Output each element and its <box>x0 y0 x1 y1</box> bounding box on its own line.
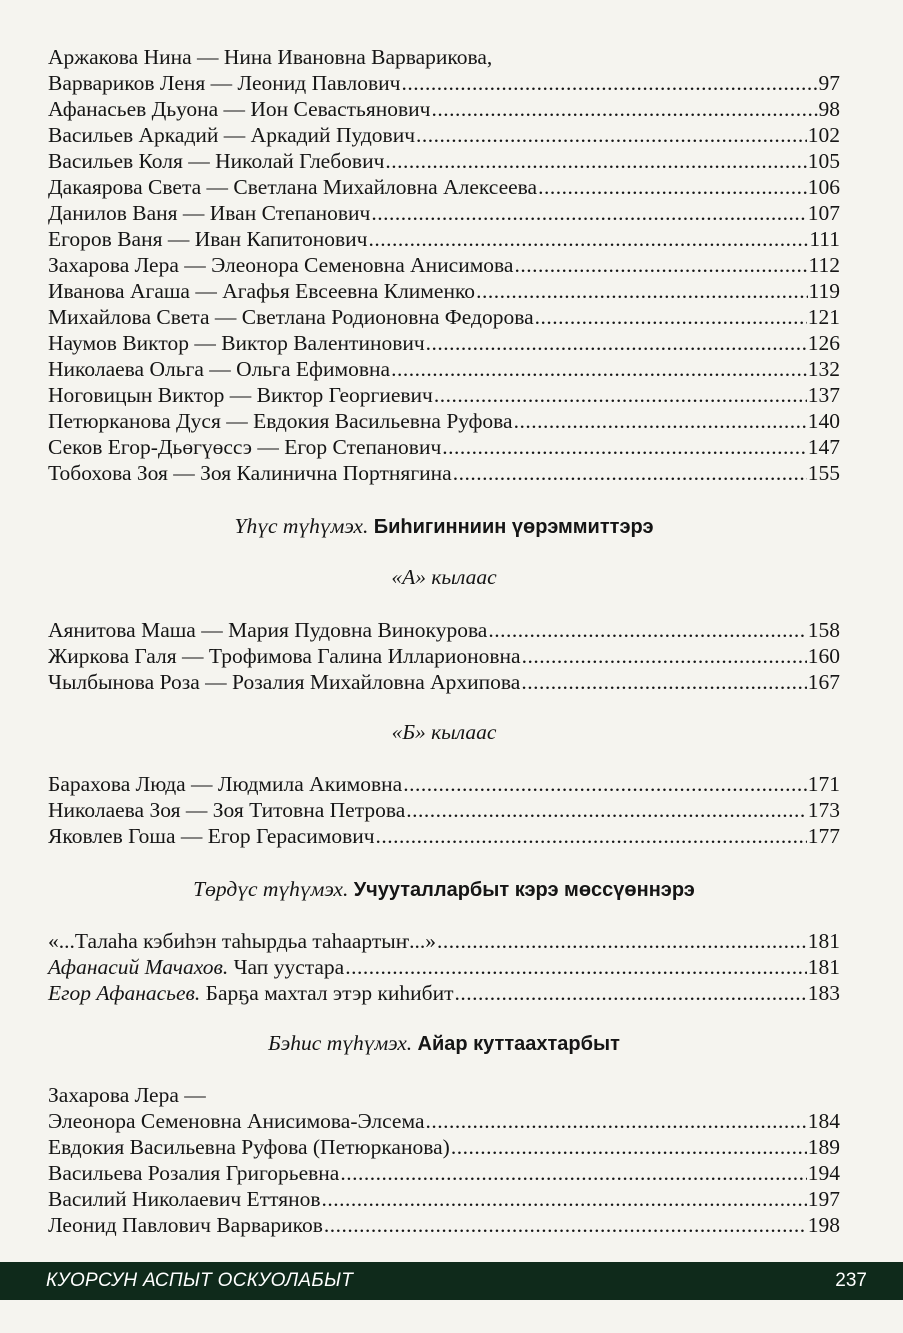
class-heading: «А» кылаас <box>391 565 497 589</box>
toc-entry: Николаева Зоя — Зоя Титовна Петрова ..... 173 <box>48 797 840 823</box>
page-ref: 167 <box>807 670 840 694</box>
page-ref: 140 <box>807 409 840 433</box>
toc-entry: Тобохова Зоя — Зоя Калинична Портнягина ..... 155 <box>48 460 840 486</box>
page-ref: 112 <box>808 253 840 277</box>
toc-entry: Наумов Виктор — Виктор Валентинович ..... 126 <box>48 330 840 356</box>
page-ref: 173 <box>807 798 840 822</box>
page-ref: 121 <box>807 305 840 329</box>
page-ref: 132 <box>807 357 840 381</box>
toc-entry: Егор Афанасьев. Барҕа махтал этэр киһибит ..... 183 <box>48 980 840 1006</box>
toc-class-a <box>48 617 840 695</box>
class-heading: «Б» кылаас <box>391 720 497 744</box>
toc-entry: Элеонора Семеновна Анисимова-Элсема ..... 184 <box>48 1108 840 1134</box>
toc-entry: Леонид Павлович Варвариков ..... 198 <box>48 1212 840 1238</box>
toc-section-1 <box>48 44 840 486</box>
page-ref: 137 <box>807 383 840 407</box>
chapter-heading: Үһүс түһүмэх. Биһигинниин үөрэммиттэрэ <box>234 514 654 538</box>
toc-entry: Данилов Ваня — Иван Степанович ..... 107 <box>48 200 840 226</box>
page-ref: 97 <box>818 71 840 95</box>
toc-entry: Яковлев Гоша — Егор Герасимович ..... 177 <box>48 823 840 849</box>
toc-entry: Захарова Лера — Элеонора Семеновна Анисимова ..... 112 <box>48 252 840 278</box>
page-footer <box>0 1262 903 1300</box>
toc-entry: Васильев Аркадий — Аркадий Пудович ..... 102 <box>48 122 840 148</box>
toc-entry: Жиркова Галя — Трофимова Галина Илларионовна ..... 160 <box>48 643 840 669</box>
page-ref: 126 <box>807 331 840 355</box>
toc-entry: Варвариков Леня — Леонид Павлович ..... 97 <box>48 70 840 96</box>
page-ref: 105 <box>807 149 840 173</box>
page-ref: 107 <box>807 201 840 225</box>
page-ref: 189 <box>807 1135 840 1159</box>
toc-entry: Василий Николаевич Еттянов ..... 197 <box>48 1186 840 1212</box>
toc-entry: Егоров Ваня — Иван Капитонович ..... 111 <box>48 226 840 252</box>
toc-entry: Михайлова Света — Светлана Родионовна Федорова ..... 121 <box>48 304 840 330</box>
chapter-heading: Бэһис түһүмэх. Айар куттаахтарбыт <box>268 1031 620 1055</box>
toc-entry: Ноговицын Виктор — Виктор Георгиевич ..... 137 <box>48 382 840 408</box>
page-ref: 98 <box>818 97 840 121</box>
page-ref: 197 <box>807 1187 840 1211</box>
toc-class-b <box>48 771 840 849</box>
toc-entry: Захарова Лера — <box>48 1083 206 1107</box>
page-ref: 158 <box>807 618 840 642</box>
page-ref: 198 <box>807 1213 840 1237</box>
toc-entry: «...Талаһа кэбиһэн таһырдьа таһаартыҥ...» ..... 181 <box>48 928 840 954</box>
page-ref: 119 <box>808 279 840 303</box>
toc-entry: Петюрканова Дуся — Евдокия Васильевна Руфова ..... 140 <box>48 408 840 434</box>
toc-entry: Евдокия Васильевна Руфова (Петюрканова) ..... 189 <box>48 1134 840 1160</box>
toc-chapter-4 <box>48 928 840 1006</box>
page-ref: 171 <box>807 772 840 796</box>
page-number: 237 <box>835 1270 867 1291</box>
page-ref: 111 <box>809 227 840 251</box>
toc-entry: Иванова Агаша — Агафья Евсеевна Клименко ..... 119 <box>48 278 840 304</box>
page-ref: 181 <box>807 955 840 979</box>
page-ref: 155 <box>807 461 840 485</box>
page-ref: 177 <box>807 824 840 848</box>
toc-chapter-5 <box>48 1082 840 1238</box>
toc-entry: Аржакова Нина — Нина Ивановна Варварикова, <box>48 45 493 69</box>
toc-entry: Николаева Ольга — Ольга Ефимовна ..... 132 <box>48 356 840 382</box>
toc-entry: Васильева Розалия Григорьевна ..... 194 <box>48 1160 840 1186</box>
book-title: КУОРСУН АСПЫТ ОСКУОЛАБЫТ <box>46 1270 354 1291</box>
page-ref: 160 <box>807 644 840 668</box>
toc-entry: Дакаярова Света — Светлана Михайловна Алексеева ..... 106 <box>48 174 840 200</box>
toc-entry: Афанасий Мачахов. Чап уустара ..... 181 <box>48 954 840 980</box>
toc-entry: Чылбынова Роза — Розалия Михайловна Архипова ..... 167 <box>48 669 840 695</box>
chapter-heading: Төрдүс түһүмэх. Учууталларбыт кэрэ мөссүөннэрэ <box>193 877 695 901</box>
page-ref: 181 <box>807 929 840 953</box>
toc-entry: Барахова Люда — Людмила Акимовна ..... 171 <box>48 771 840 797</box>
page-ref: 102 <box>807 123 840 147</box>
toc-entry: Васильев Коля — Николай Глебович ..... 105 <box>48 148 840 174</box>
page-ref: 106 <box>807 175 840 199</box>
page-ref: 184 <box>807 1109 840 1133</box>
toc-entry: Секов Егор-Дьөгүөссэ — Егор Степанович ..... 147 <box>48 434 840 460</box>
page-ref: 183 <box>807 981 840 1005</box>
toc-entry: Афанасьев Дьуона — Ион Севастьянович ..... 98 <box>48 96 840 122</box>
page-ref: 194 <box>807 1161 840 1185</box>
toc-entry: Аянитова Маша — Мария Пудовна Винокурова ..... 158 <box>48 617 840 643</box>
page-ref: 147 <box>807 435 840 459</box>
